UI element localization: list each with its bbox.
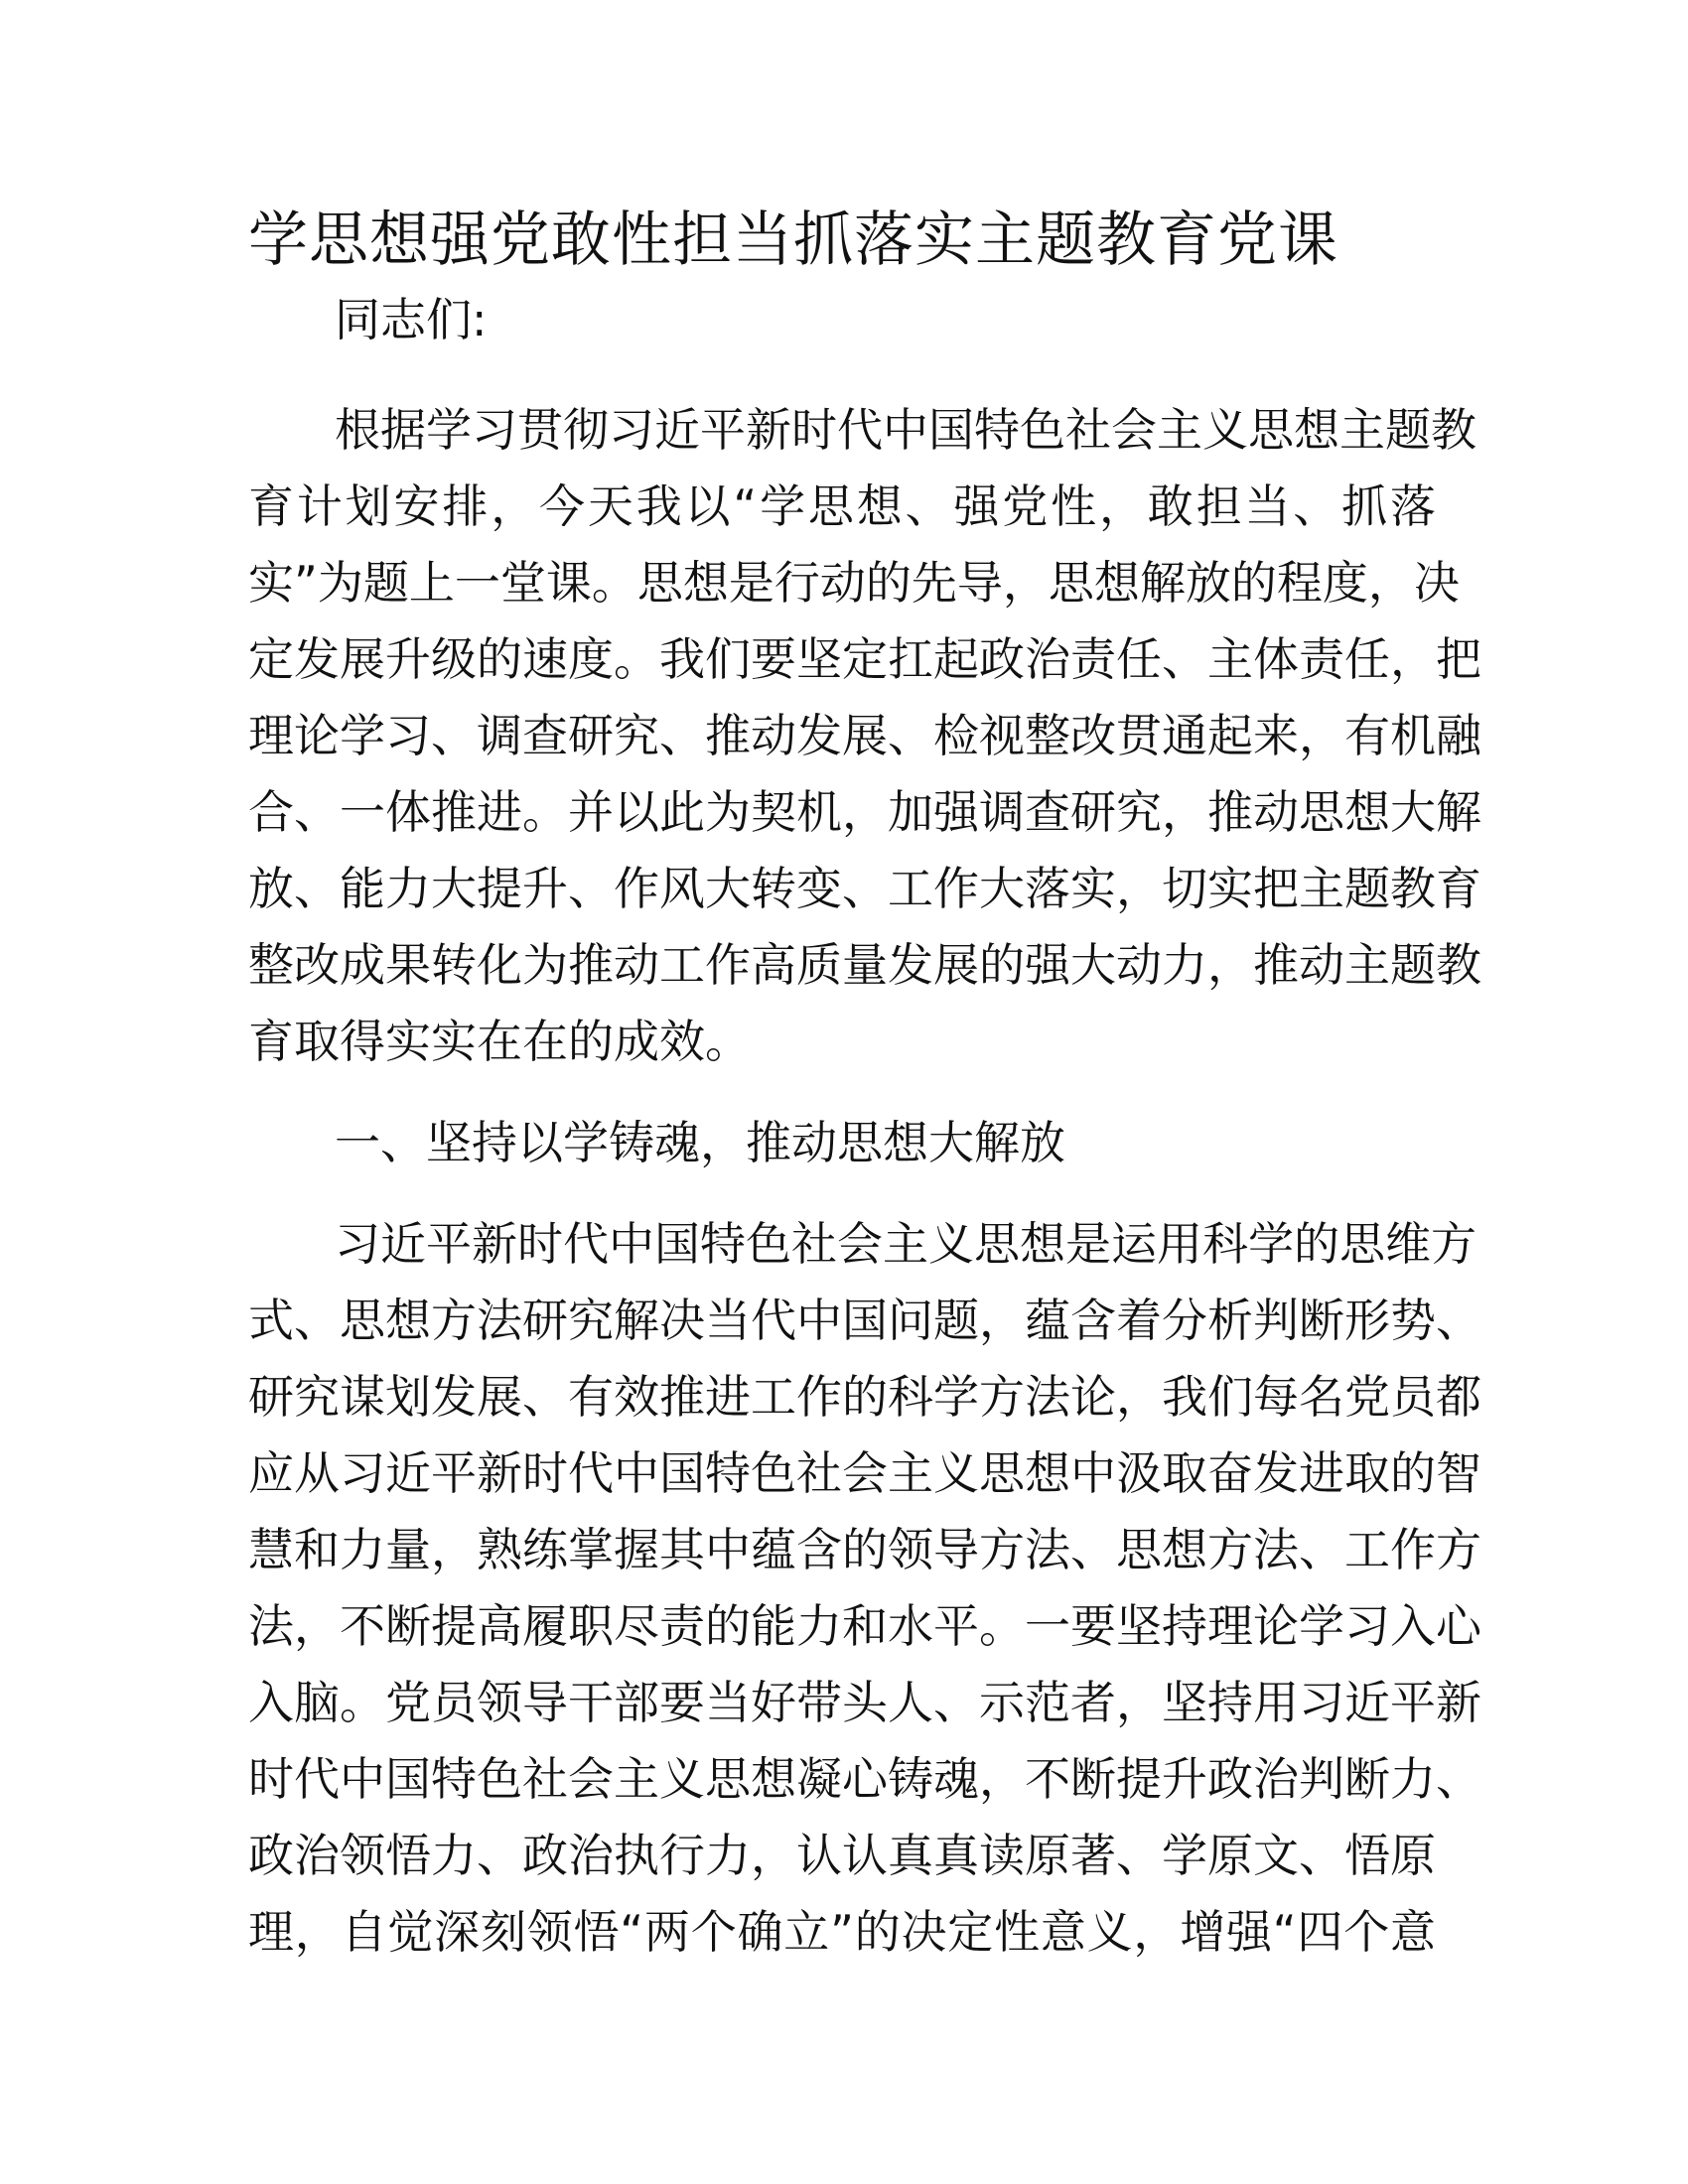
- intro-line: 实”为题上一堂课。思想是行动的先导，思想解放的程度，决: [248, 556, 1460, 610]
- section-line: 应从习近平新时代中国特色社会主义思想中汲取奋发进取的智: [248, 1446, 1481, 1500]
- intro-line: 放、能力大提升、作风大转变、工作大落实，切实把主题教育: [248, 862, 1481, 915]
- section-line: 政治领悟力、政治执行力，认认真真读原著、学原文、悟原: [248, 1829, 1436, 1882]
- intro-line: 根据学习贯彻习近平新时代中国特色社会主义思想主题教: [335, 403, 1477, 457]
- section-line: 式、思想方法研究解决当代中国问题，蕴含着分析判断形势、: [248, 1294, 1481, 1347]
- salutation: 同志们:: [335, 293, 488, 346]
- document-title: 学思想强党敢性担当抓落实主题教育党课: [248, 205, 1338, 275]
- section-heading: 一、坚持以学铸魂，推动思想大解放: [335, 1116, 1065, 1169]
- section-line: 慧和力量，熟练掌握其中蕴含的领导方法、思想方法、工作方: [248, 1523, 1481, 1576]
- section-line: 习近平新时代中国特色社会主义思想是运用科学的思维方: [335, 1217, 1477, 1271]
- intro-line: 理论学习、调查研究、推动发展、检视整改贯通起来，有机融: [248, 709, 1481, 762]
- section-line: 研究谋划发展、有效推进工作的科学方法论，我们每名党员都: [248, 1370, 1481, 1424]
- intro-line: 育取得实实在在的成效。: [248, 1015, 751, 1068]
- section-line: 理，自觉深刻领悟“两个确立”的决定性意义，增强“四个意: [248, 1905, 1436, 1959]
- section-line: 法，不断提高履职尽责的能力和水平。一要坚持理论学习入心: [248, 1599, 1481, 1653]
- intro-line: 整改成果转化为推动工作高质量发展的强大动力，推动主题教: [248, 938, 1481, 992]
- section-line: 时代中国特色社会主义思想凝心铸魂，不断提升政治判断力、: [248, 1752, 1481, 1806]
- intro-line: 定发展升级的速度。我们要坚定扛起政治责任、主体责任，把: [248, 632, 1481, 686]
- intro-line: 育计划安排，今天我以“学思想、强党性，敢担当、抓落: [248, 479, 1436, 533]
- section-line: 入脑。党员领导干部要当好带头人、示范者，坚持用习近平新: [248, 1676, 1481, 1729]
- intro-line: 合、一体推进。并以此为契机，加强调查研究，推动思想大解: [248, 785, 1481, 839]
